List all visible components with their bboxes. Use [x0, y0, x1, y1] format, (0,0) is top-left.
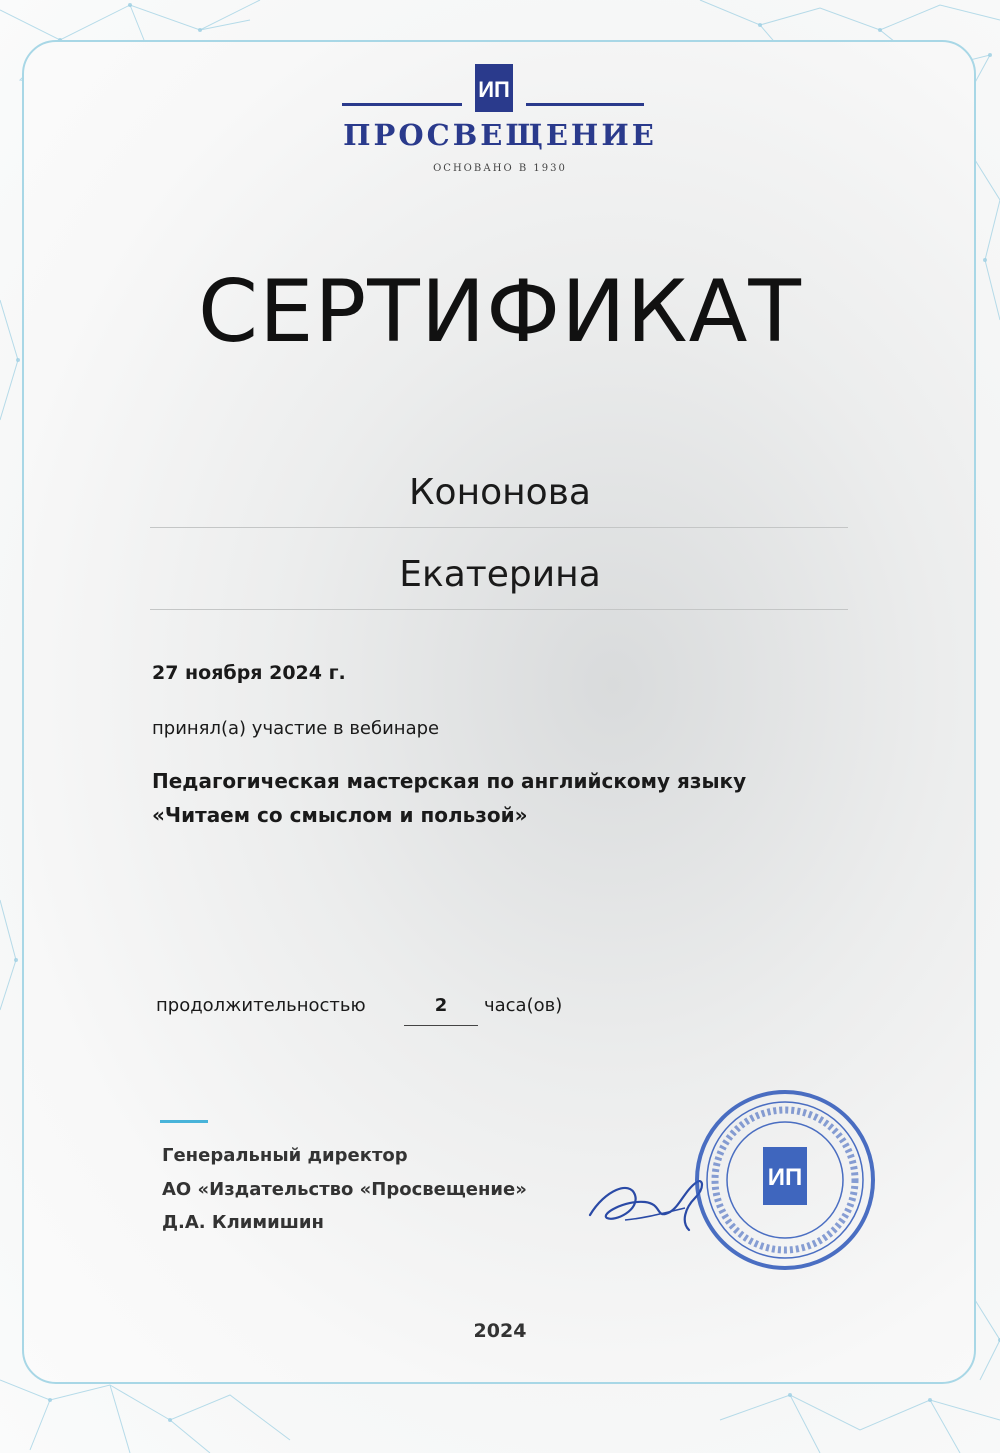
official-seal: [690, 1085, 880, 1275]
recipient-given-name: Екатерина: [399, 554, 601, 595]
logo-emblem-text: ИП: [478, 77, 510, 102]
publisher-founded: ОСНОВАНО В 1930: [433, 163, 567, 174]
event-date: 27 ноября 2024 г.: [152, 662, 346, 684]
seal-emblem-text: ИП: [767, 1164, 803, 1191]
participation-text: принял(а) участие в вебинаре: [152, 718, 440, 739]
webinar-title-line2: «Читаем со смыслом и пользой»: [152, 803, 528, 827]
publisher-name: ПРОСВЕЩЕНИЕ: [343, 118, 657, 152]
publisher-logo-icon: [474, 63, 514, 113]
recipient-surname: Кононова: [409, 472, 591, 513]
logo-line-left: [342, 103, 462, 106]
signatory-name: Д.А. Климишин: [162, 1212, 324, 1233]
certificate-year: 2024: [473, 1320, 527, 1342]
logo-line-right: [526, 103, 644, 106]
certificate-title: СЕРТИФИКАТ: [198, 262, 802, 362]
duration-suffix: часа(ов): [484, 995, 563, 1016]
signatory-accent-line: [160, 1120, 208, 1123]
duration-underline: [404, 1025, 478, 1026]
webinar-title-line1: Педагогическая мастерская по английскому языку: [152, 769, 747, 793]
duration-prefix: продолжительностью: [156, 995, 366, 1016]
duration-value: 2: [434, 995, 448, 1016]
signatory-position: Генеральный директор: [162, 1145, 408, 1166]
given-name-underline: [150, 609, 848, 610]
surname-underline: [150, 527, 848, 528]
signatory-organization: АО «Издательство «Просвещение»: [162, 1179, 527, 1200]
